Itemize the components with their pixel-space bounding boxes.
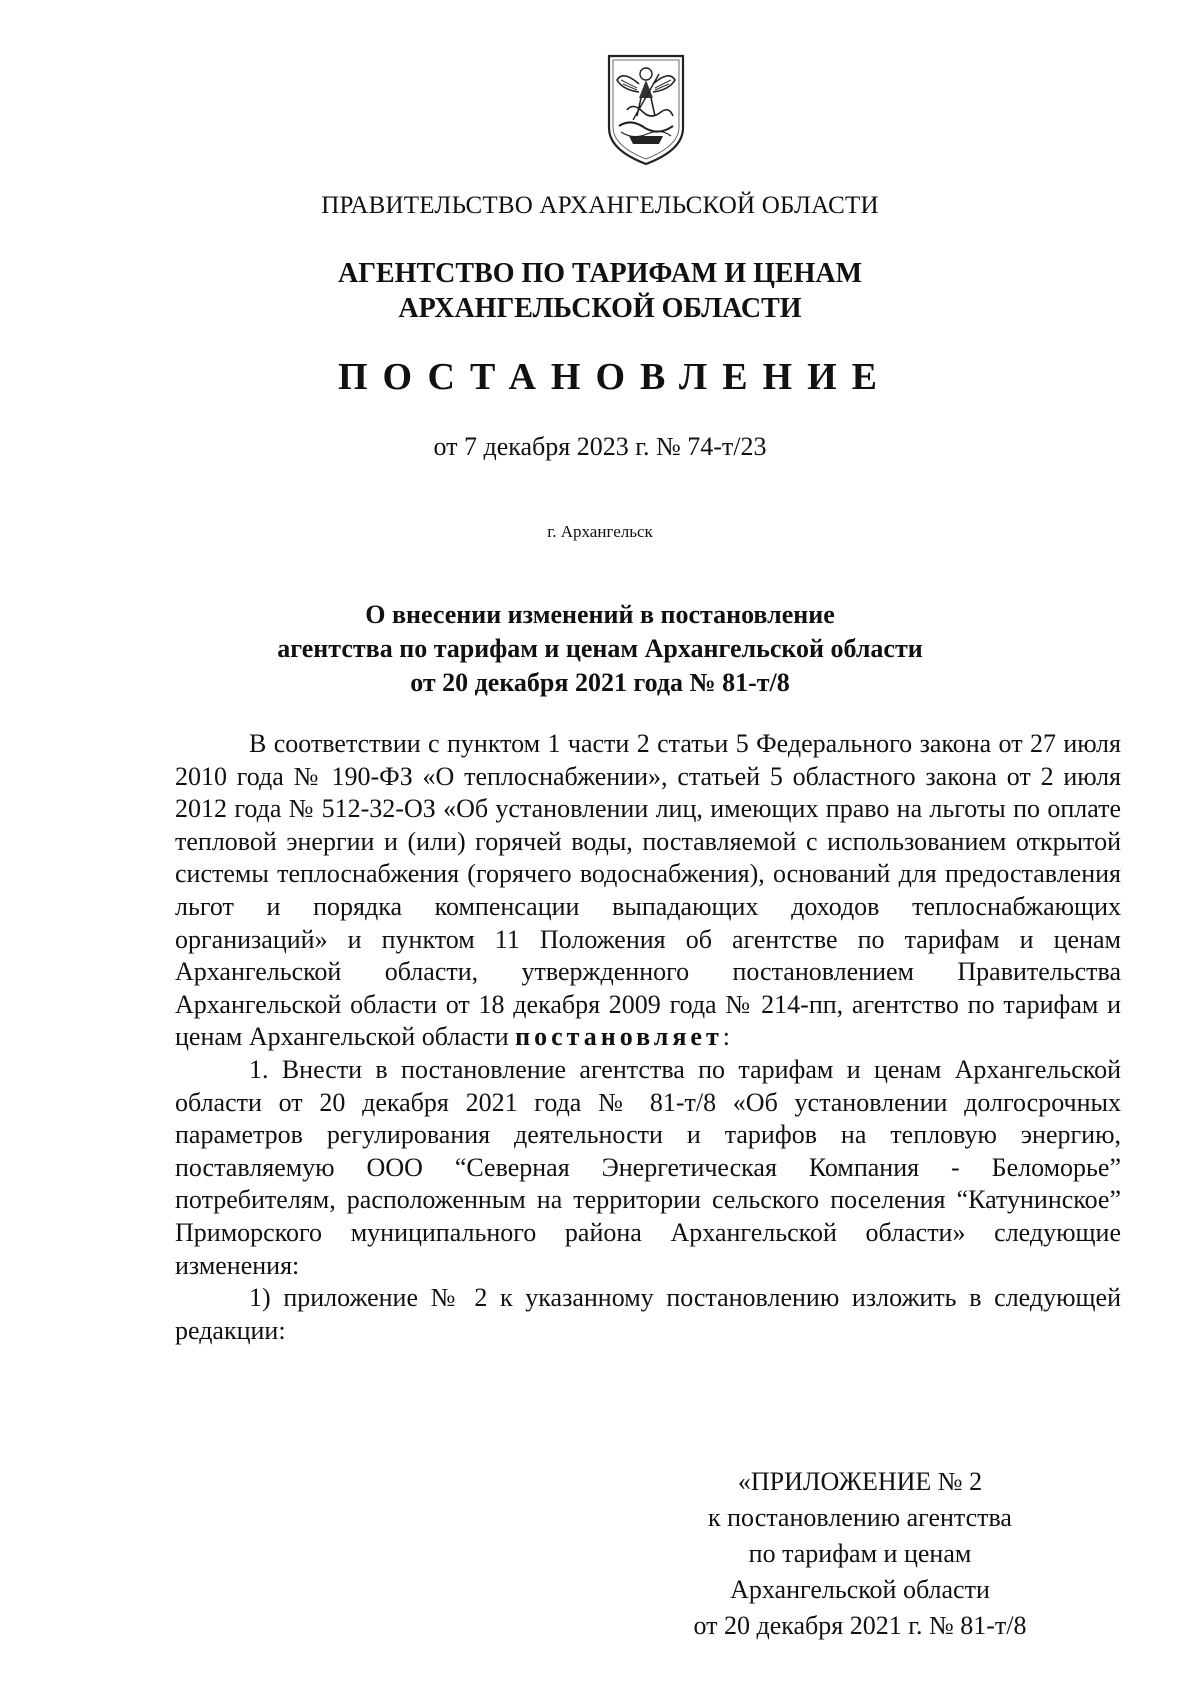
document-date-number: от 7 декабря 2023 г. № 74-т/23 [433,432,767,461]
decree-colon: : [722,1022,730,1052]
agency-name-line-2: АРХАНГЕЛЬСКОЙ ОБЛАСТИ [398,293,802,324]
subject-line-2: агентства по тарифам и ценам Архангельской области [277,634,923,663]
preamble-paragraph [175,728,1121,1054]
decree-word: постановляет [515,1022,723,1052]
government-name: ПРАВИТЕЛЬСТВО АРХАНГЕЛЬСКОЙ ОБЛАСТИ [321,192,879,219]
document-city: г. Архангельск [547,522,653,541]
document-type: ПОСТАНОВЛЕНИЕ [337,356,893,398]
subject-line-3: от 20 декабря 2021 года № 81-т/8 [410,668,790,697]
annex-line-4: Архангельской области [730,1575,990,1604]
annex-line-1: «ПРИЛОЖЕНИЕ № 2 [737,1467,983,1496]
annex-line-3: по тарифам и ценам [748,1539,972,1568]
item-1-1-paragraph: 1) приложение № 2 к указанному постановлению изложить в следующей редакции: [175,1283,1121,1345]
item-1-paragraph: 1. Внести в постановление агентства по тарифам и ценам Архангельской области от 20 декабря 2021 года № 81-т/8 «Об установлении долгосрочных параметров регулирования деятельности и тарифов на тепловую энергию, поставляемую ООО “Северная Энергетическая Компания - Беломорье” потребителям, расположенным на территории сельского поселения “Катунинское” Приморского муниципального района Архангельской области» следующие изменения: [175,1054,1121,1280]
subject-line-1: О внесении изменений в постановление [365,600,835,629]
annex-line-5: от 20 декабря 2021 г. № 81-т/8 [693,1611,1027,1640]
arkhangelsk-coat-of-arms-icon [603,50,689,168]
document-body [175,728,1121,1347]
annex-heading [660,1464,1060,1644]
annex-line-2: к постановлению агентства [708,1503,1012,1532]
agency-name-line-1: АГЕНТСТВО ПО ТАРИФАМ И ЦЕНАМ [337,258,863,289]
preamble-text: В соответствии с пунктом 1 части 2 статьи 5 Федерального закона от 27 июля 2010 года № 190-ФЗ «О теплоснабжении», статьей 5 областного закона от 2 июля 2012 года № 512-32-ОЗ «Об установлении лиц, имеющих право на льготы по оплате тепловой энергии и (или) горячей воды, поставляемой с использованием открытой системы теплоснабжения (горячего водоснабжения), оснований для предоставления льгот и порядка компенсации выпадающих доходов теплоснабжающих организаций» и пунктом 11 Положения об агентстве по тарифам и ценам Архангельской области, утвержденного постановлением Правительства Архангельской области от 18 декабря 2009 года № 214-пп, агентство по тарифам и ценам Архангельской области [175,729,1121,1052]
